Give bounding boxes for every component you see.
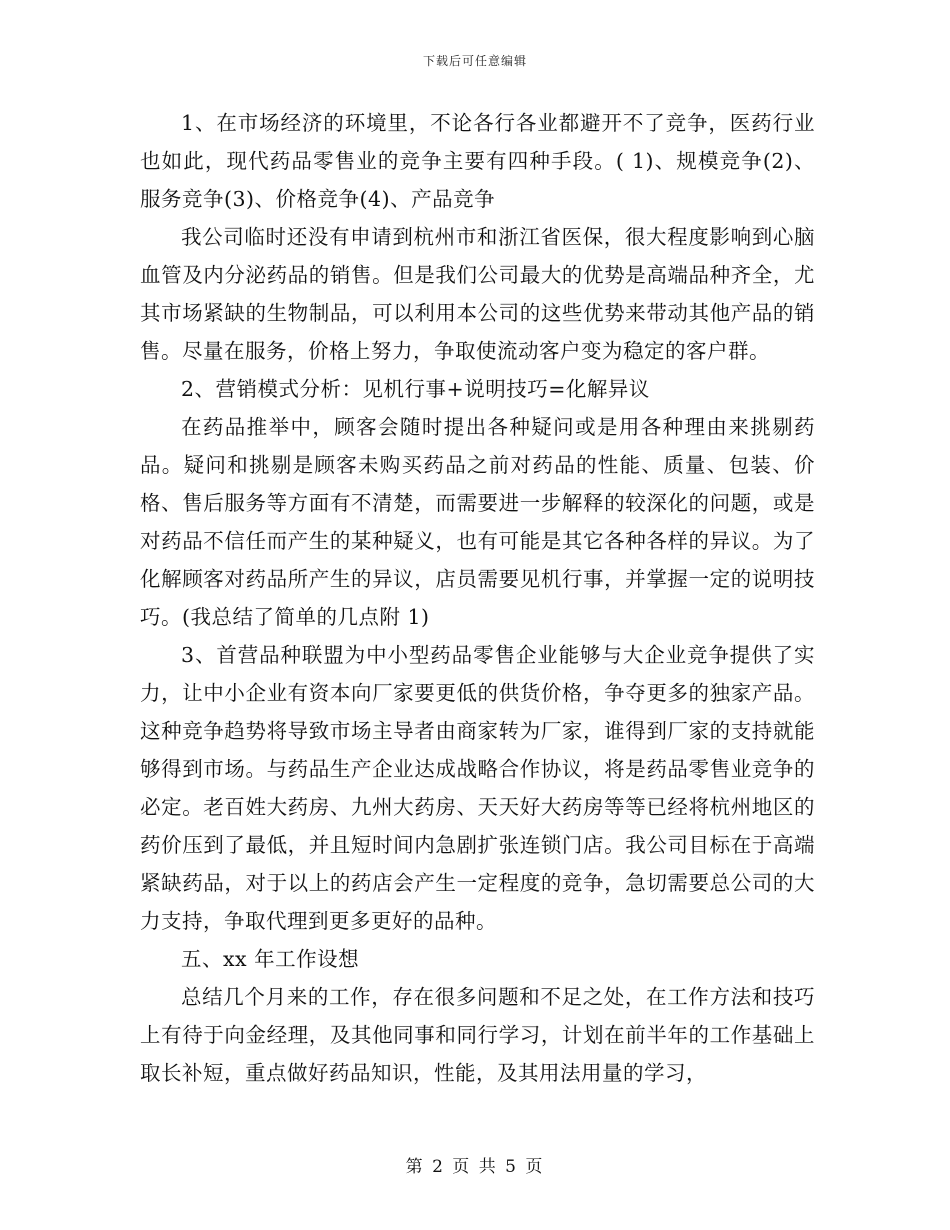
paragraph-plan-heading: 五、xx 年工作设想 xyxy=(181,947,360,971)
page-number-footer: 第 2 页 共 5 页 xyxy=(405,1157,545,1177)
paragraph-alliance: 3、首营品种联盟为中小型药品零售企业能够与大企业竞争提供了实力，让中小企业有资本向厂家要更低的供货价格，争夺更多的独家产品。这种竞争趋势将导致市场主导者由商家转为厂家，谁得到厂家的支持就能够得到市场。与药品生产企业达成战略合作协议，将是药品零售业竞争的必定。老百姓大药房、九州大药房、天天好大药房等等已经将杭州地区的药价压到了最低，并且短时间内急剧扩张连锁门店。我公司目标在于高端紧缺药品，对于以上的药店会产生一定程度的竞争，急切需要总公司的大力支持，争取代理到更多更好的品种。 xyxy=(140,643,815,933)
paragraph-customer-objections: 在药品推举中，顾客会随时提出各种疑问或是用各种理由来挑剔药品。疑问和挑剔是顾客未购买药品之前对药品的性能、质量、包装、价格、售后服务等方面有不清楚，而需要进一步解释的较深化的问题，或是对药品不信任而产生的某种疑义，也有可能是其它各种各样的异议。为了化解顾客对药品所产生的异议，店员需要见机行事，并掌握一定的说明技巧。(我总结了简单的几点附 1) xyxy=(140,415,815,629)
paragraph-marketing-heading: 2、营销模式分析：见机行事+说明技巧=化解异议 xyxy=(181,377,650,401)
paragraph-company-situation: 我公司临时还没有申请到杭州市和浙江省医保，很大程度影响到心脑血管及内分泌药品的销售。但是我们公司最大的优势是高端品种齐全，尤其市场紧缺的生物制品，可以利用本公司的这些优势来带动其他产品的销售。尽量在服务，价格上努力，争取使流动客户变为稳定的客户群。 xyxy=(140,225,815,363)
document-body xyxy=(140,104,815,1092)
paragraph-competition-intro: 1、在市场经济的环境里，不论各行各业都避开不了竞争，医药行业也如此，现代药品零售业的竞争主要有四种手段。( 1)、规模竞争(2)、服务竞争(3)、价格竞争(4)、产品竞争 xyxy=(140,111,815,211)
paragraph-plan-summary: 总结几个月来的工作，存在很多问题和不足之处，在工作方法和技巧上有待于向金经理，及其他同事和同行学习，计划在前半年的工作基础上取长补短，重点做好药品知识，性能，及其用法用量的学习， xyxy=(140,985,815,1085)
page-header: 下载后可任意编辑 xyxy=(422,54,527,68)
